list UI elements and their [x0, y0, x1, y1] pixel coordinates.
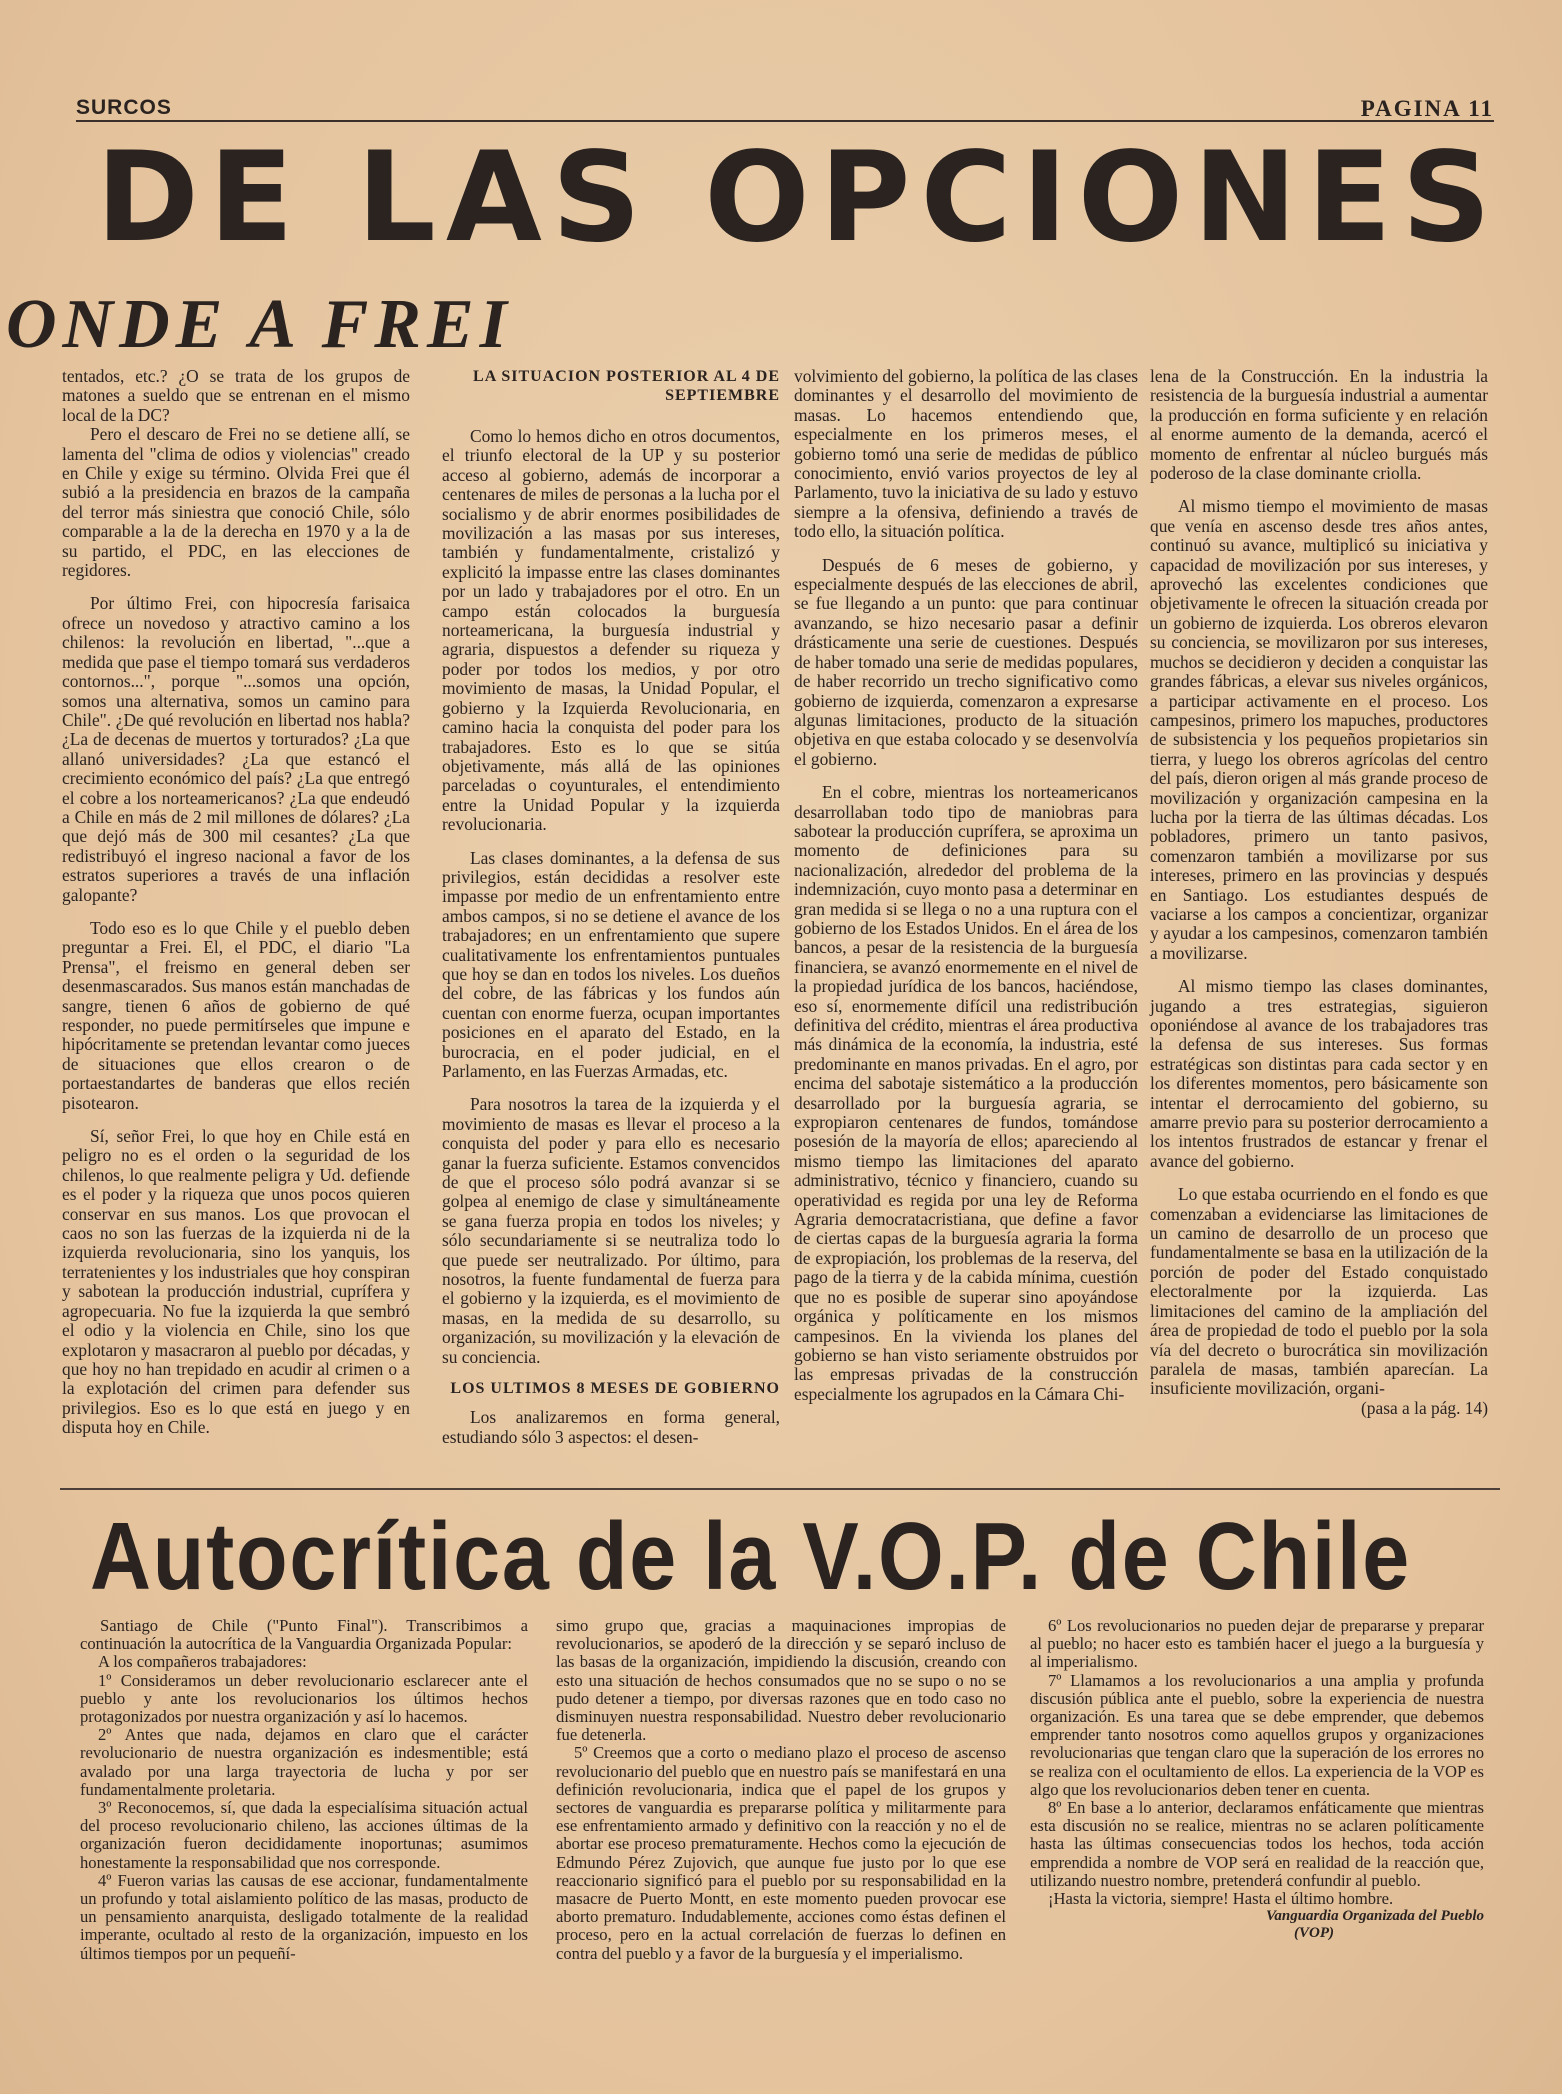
- signature-abbrev: (VOP): [1294, 1925, 1334, 1942]
- paragraph: tentados, etc.? ¿O se trata de los grupos de matones a sueldo que se entrenan en el mismo local de la DC?: [62, 366, 410, 425]
- paragraph: simo grupo que, gracias a maquinaciones impropias de revolucionarios, se apoderó de la dirección y se separó incluso de las basas de la organización, impidiendo la discusión, creando con esto una situación de hechos consumados que no se supo o no se pudo detener a tiempo, por diversas razones que en todo caso no disminuyen nuestra responsabilidad. Nuestro deber revolucionario fue detenerla.: [556, 1616, 1006, 1745]
- paragraph: volvimiento del gobierno, la política de las clases dominantes y el desarrollo del movimiento de masas. Lo hacemos entendiendo que, especialmente en los primeros meses, el gobierno tomó una serie de medidas de público conocimiento, envió varios proyectos de ley al Parlamento, tuvo la iniciativa de su lado y estuvo siempre a la ofensiva, definiendo a través de todo ello, la situación política.: [794, 366, 1138, 542]
- signature: Vanguardia Organizada del Pueblo: [1266, 1908, 1484, 1925]
- paragraph: En el cobre, mientras los norteamericanos desarrollaban todo tipo de maniobras para sabotear la producción cuprífera, se aproxima un momento de definiciones para su nacionalización, alrededor del problema de la indemnización, cuyo monto pasa a determinar en gran medida si se llega o no a una ruptura con el gobierno de los Estados Unidos. En el área de los bancos, a pesar de la resistencia de la burguesía financiera, se avanzó enormemente en el nivel de la propiedad jurídica de los bancos, haciéndose, eso sí, enormemente difícil una redistribución definitiva del crédito, mientras el área productiva más dinámica de la economía, la industria, esté predominante en manos privadas. En el agro, por encima del sabotaje sistemático a la producción desarrollado por la burguesía agraria, se expropiaron centenares de fundos, tomándose posesión de la mayoría de ellos; apareciendo al mismo tiempo las limitaciones del aparato administrativo, técnico y financiero, cuando su operatividad es regida por una ley de Reforma Agraria democratacristiana, que define a favor de ciertas capas de la burguesía agraria la forma de expropiación, los problemas de la reserva, del pago de la tierra y de la cabida mínima, cuestión que no es posible de superar sino apoyándose orgánica y políticamente en los mismos campesinos. En la vivienda los planes del gobierno se han visto seriamente obstruidos por las empresas privadas de la construcción especialmente los agrupados en la Cámara Chi-: [794, 782, 1138, 1404]
- article-column-2: [442, 367, 780, 1447]
- paragraph: 2º Antes que nada, dejamos en claro que el carácter revolucionario de nuestra organización es indesmentible; está avalado por una larga trayectoria de lucha y por ser fundamentalmente proletaria.: [80, 1725, 528, 1799]
- paragraph: Pero el descaro de Frei no se detiene allí, se lamenta del "clima de odios y violencias" creado en Chile y exige su término. Olvida Frei que él subió a la presidencia en brazos de la campaña del terror más siniestra que conoció Chile, sólo comparable a la de la derecha en 1970 y a la de su partido, el PDC, en las elecciones de regidores.: [62, 424, 410, 581]
- paragraph: ¡Hasta la victoria, siempre! Hasta el último hombre.: [1048, 1889, 1394, 1909]
- article-headline: DE LAS OPCIONES: [96, 126, 1501, 270]
- paragraph: Al mismo tiempo las clases dominantes, jugando a tres estrategias, siguieron oponiéndose al avance de los trabajadores tras la defensa de sus intereses. Sus formas estratégicas son distintas para cada sector y en los diferentes momentos, pero básicamente son intentar el derrocamiento del gobierno, su amarre previo para su posterior derrocamiento a los intentos frustrados de estancar y frenar el avance del gobierno.: [1150, 976, 1488, 1171]
- continuation-note: (pasa a la pág. 14): [1361, 1397, 1488, 1418]
- running-header: [76, 96, 1494, 122]
- article-2-column-3: [1030, 1617, 1484, 1942]
- article-column-4: [1150, 367, 1488, 1418]
- article-2-headline: Autocrítica de la V.O.P. de Chile: [90, 1503, 1412, 1610]
- paragraph: Santiago de Chile ("Punto Final"). Transcribimos a continuación la autocrítica de la Vanguardia Organizada Popular:: [80, 1616, 528, 1654]
- page-number: PAGINA 11: [1360, 96, 1494, 121]
- article-column-1: [62, 367, 410, 1438]
- article-column-3: [794, 367, 1138, 1404]
- paragraph: Como lo hemos dicho en otros documentos, el triunfo electoral de la UP y su posterior acceso al gobierno, además de incorporar a centenares de miles de personas a la lucha por el socialismo y de abrir enormes posibilidades de movilización a las masas por sus intereses, también y fundamentalmente, cristalizó y explicitó la impasse entre las clases dominantes por un lado y trabajadores por el otro. En un campo están colocados la burguesía norteamericana, la burguesía industrial y agraria, dispuestos a defender su riqueza y poder por todos los medios, y por otro movimiento de masas, la Unidad Popular, el gobierno y la Izquierda Revolucionaria, en camino hacia la conquista del poder para los trabajadores. Esto es lo que se sitúa objetivamente, más allá de las opiniones parceladas o coyunturales, el entendimiento entre la Unidad Popular y la izquierda revolucionaria.: [442, 426, 780, 835]
- paragraph: Al mismo tiempo el movimiento de masas que venía en ascenso desde tres años antes, continuó su avance, multiplicó su iniciativa y capacidad de movilización por sus intereses, y aprovechó las excelentes condiciones que objetivamente le ofrecen la situación creada por un gobierno de izquierda. Los obreros elevaron su conciencia, se movilizaron por sus intereses, muchos se decidieron y deciden a conquistar las grandes fábricas, a elevar sus niveles orgánicos, a participar activamente en el proceso. Los campesinos, primero los mapuches, productores de subsistencia y los pequeños propietarios sin tierra, y luego los obreros agrícolas del centro del país, dieron origen al más grande proceso de movilización y organización campesina en la lucha por la tierra de las últimas décadas. Los pobladores, primero un tanto pasivos, comenzaron también a movilizarse por sus intereses, primero en las provincias y después en Santiago. Los estudiantes después de vaciarse a los campos a concientizar, organizar y ayudar a los campesinos, comenzaron también a movilizarse.: [1150, 496, 1488, 963]
- article-2-column-1: [80, 1617, 528, 1963]
- publication-name: SURCOS: [76, 96, 172, 119]
- section-divider: [60, 1488, 1500, 1490]
- paragraph: Después de 6 meses de gobierno, y especialmente después de las elecciones de abril, se fue llegando a un punto: que para continuar avanzando, se hizo necesario pasar a definir drásticamente una serie de cuestiones. Después de haber tomado una serie de medidas populares, de haber recorrido un trecho significativo como gobierno de izquierda, comenzaron a expresarse algunas limitaciones, producto de la situación objetiva en que estaba colocado y se desenvolvía el gobierno.: [794, 554, 1138, 769]
- paragraph: Por último Frei, con hipocresía farisaica ofrece un novedoso y atractivo camino a los chilenos: la revolución en libertad, "...que a medida que pase el tiempo tomará sus verdaderos contornos...", porque "...somos una opción, somos una alternativa, somos un camino para Chile". ¿De qué revolución en libertad nos habla? ¿La de decenas de muertos y torturados? ¿La que allanó universidades? ¿La que estancó el crecimiento económico del país? ¿La que entregó el cobre a los norteamericanos? ¿La que endeudó a Chile en más de 2 mil millones de dólares? ¿La que dejó más de 300 mil cesantes? ¿La que redistribuyó el ingreso nacional a favor de los estratos superiores a través de una inflación galopante?: [62, 593, 410, 905]
- paragraph: 7º Llamamos a los revolucionarios a una amplia y profunda discusión pública ante el pueblo, sobre la experiencia de nuestra organización. Es una tarea que se debe emprender, que debemos emprender tanto nosotros como aquellos grupos y organizaciones revolucionarias que tengan claro que la superación de los errores no se realiza con el ocultamiento de ellos. La experiencia de la VOP es algo que los revolucionarios deben tener en cuenta.: [1030, 1670, 1484, 1799]
- header-rule: [76, 120, 1494, 122]
- section-subheading: LOS ULTIMOS 8 MESES DE GOBIERNO: [450, 1380, 780, 1398]
- paragraph: lena de la Construcción. En la industria la resistencia de la burguesía industrial a aumentar la producción en forma suficiente y en relación al enorme aumento de la demanda, acercó el momento de enfrentar al núcleo burgués más poderoso de la clase dominante criolla.: [1150, 366, 1488, 484]
- paragraph: Todo eso es lo que Chile y el pueblo deben preguntar a Frei. El, el PDC, el diario "La Prensa", el freismo en general deben ser desenmascarados. Sus manos están manchadas de sangre, tienen 6 años de gobierno de qué responder, no puede permitírseles que impune e hipócritamente se pretendan levantar como jueces de situaciones que ellos crearon o de portaestandartes de banderas que ellos recién pisotearon.: [62, 917, 410, 1113]
- paragraph: A los compañeros trabajadores:: [98, 1652, 307, 1672]
- section-subheading: LA SITUACION POSTERIOR AL 4 DE SEPTIEMBRE: [473, 368, 780, 404]
- article-2-column-2: [556, 1617, 1006, 1963]
- paragraph: 4º Fueron varias las causas de ese accionar, fundamentalmente un profundo y total aislamiento político de las masas, producto de un pensamiento anarquista, desligado totalmente de la realidad imperante, ocultado al resto de la organización, impuesto en los últimos tiempos por un pequeñí-: [80, 1870, 528, 1963]
- paragraph: Los analizaremos en forma general, estudiando sólo 3 aspectos: el desen-: [442, 1407, 780, 1447]
- paragraph: Sí, señor Frei, lo que hoy en Chile está en peligro no es el orden o la seguridad de los chilenos, lo que realmente peligra y Ud. defiende es el poder y la riqueza que unos pocos quieren conservar en sus manos. Los que provocan el caos no son las fuerzas de la izquierda ni de la izquierda revolucionaria, sino los yanquis, los terratenientes y los industriales que hoy conspiran y sabotean la producción industrial, cuprífera y agropecuaria. No fue la izquierda la que sembró el odio y la violencia en Chile, sino los que explotaron y masacraron al pueblo por décadas, y que hoy no han trepidado en acudir al crimen o a la explotación del crimen para defender sus privilegios. Eso es lo que está en juego y en disputa hoy en Chile.: [62, 1126, 410, 1438]
- paragraph: Para nosotros la tarea de la izquierda y el movimiento de masas es llevar el proceso a la conquista del poder y para ello es necesario ganar la fuerza suficiente. Estamos convencidos de que el proceso sólo podrá avanzar si se golpea al enemigo de clase y simultáneamente se gana fuerza propia en todos los niveles; y sólo secundariamente si se neutraliza todo lo que puede ser neutralizado. Por último, para nosotros, la fuente fundamental de fuerza para el gobierno y la izquierda, es el movimiento de masas, en la medida de su desarrollo, su organización, su movilización y la elevación de su conciencia.: [442, 1094, 780, 1367]
- paragraph: Lo que estaba ocurriendo en el fondo es que comenzaban a evidenciarse las limitaciones de un camino de desarrollo de un proceso que fundamentalmente se basa en la utilización de la porción de poder del Estado conquistado electoralmente por la izquierda. Las limitaciones del camino de la ampliación del área de propiedad de todo el pueblo por la sola vía del decreto o burocrática sin movilización paralela de masas, también aparecían. La insuficiente movilización, organi-: [1150, 1184, 1488, 1399]
- paragraph: 5º Creemos que a corto o mediano plazo el proceso de ascenso revolucionario del pueblo que en nuestro país se manifestará en una definición revolucionaria, indica que el papel de los grupos y sectores de vanguardia es prepararse política y militarmente para ese enfrentamiento armado y definitivo con la reacción y no el de abortar ese proceso prematuramente. Hechos como la ejecución de Edmundo Pérez Zujovich, que aunque fue justo por lo que ese reaccionario significó para el pueblo por su responsabilidad en la masacre de Puerto Montt, en este momento pueden provocar ese aborto prematuro. Indudablemente, acciones como éstas definen el proceso, pero en la actual correlación de fuerzas lo definen en contra del pueblo y a favor de la burguesía y el imperialismo.: [556, 1743, 1006, 1963]
- article-subheadline: ONDE A FREI: [6, 286, 513, 363]
- paragraph: 6º Los revolucionarios no pueden dejar de prepararse y preparar al pueblo; no hacer esto es también hacer el juego a la burguesía y al imperialismo.: [1030, 1616, 1484, 1672]
- paragraph: 1º Consideramos un deber revolucionario esclarecer ante el pueblo y ante los revolucionarios los últimos hechos protagonizados por nuestra organización y así lo hacemos.: [80, 1670, 528, 1727]
- paragraph: 8º En base a lo anterior, declaramos enfáticamente que mientras esta discusión no se realice, mientras no se aclaren políticamente hasta las últimas consecuencias todos los hechos, toda acción emprendida a nombre de VOP será en realidad de la reacción que, utilizando nuestro nombre, pretenderá confundir al pueblo.: [1030, 1798, 1484, 1890]
- paragraph: 3º Reconocemos, sí, que dada la especialísima situación actual del proceso revolucionario chileno, las acciones últimas de la organización fueron decididamente inoportunas; asumimos honestamente la responsabilidad que nos corresponde.: [80, 1798, 528, 1872]
- paragraph: Las clases dominantes, a la defensa de sus privilegios, están decididas a resolver este impasse por medio de un enfrentamiento entre ambos campos, si no se detiene el avance de los trabajadores; en un enfrentamiento que supere cualitativamente los enfrentamientos puntuales que hoy se dan en todos los niveles. Los dueños del cobre, de las fábricas y los fundos aún cuentan con enorme fuerza, ocupan importantes posiciones en el aparato del Estado, en la burocracia, en el poder judicial, en el Parlamento, en las Fuerzas Armadas, etc.: [442, 847, 780, 1081]
